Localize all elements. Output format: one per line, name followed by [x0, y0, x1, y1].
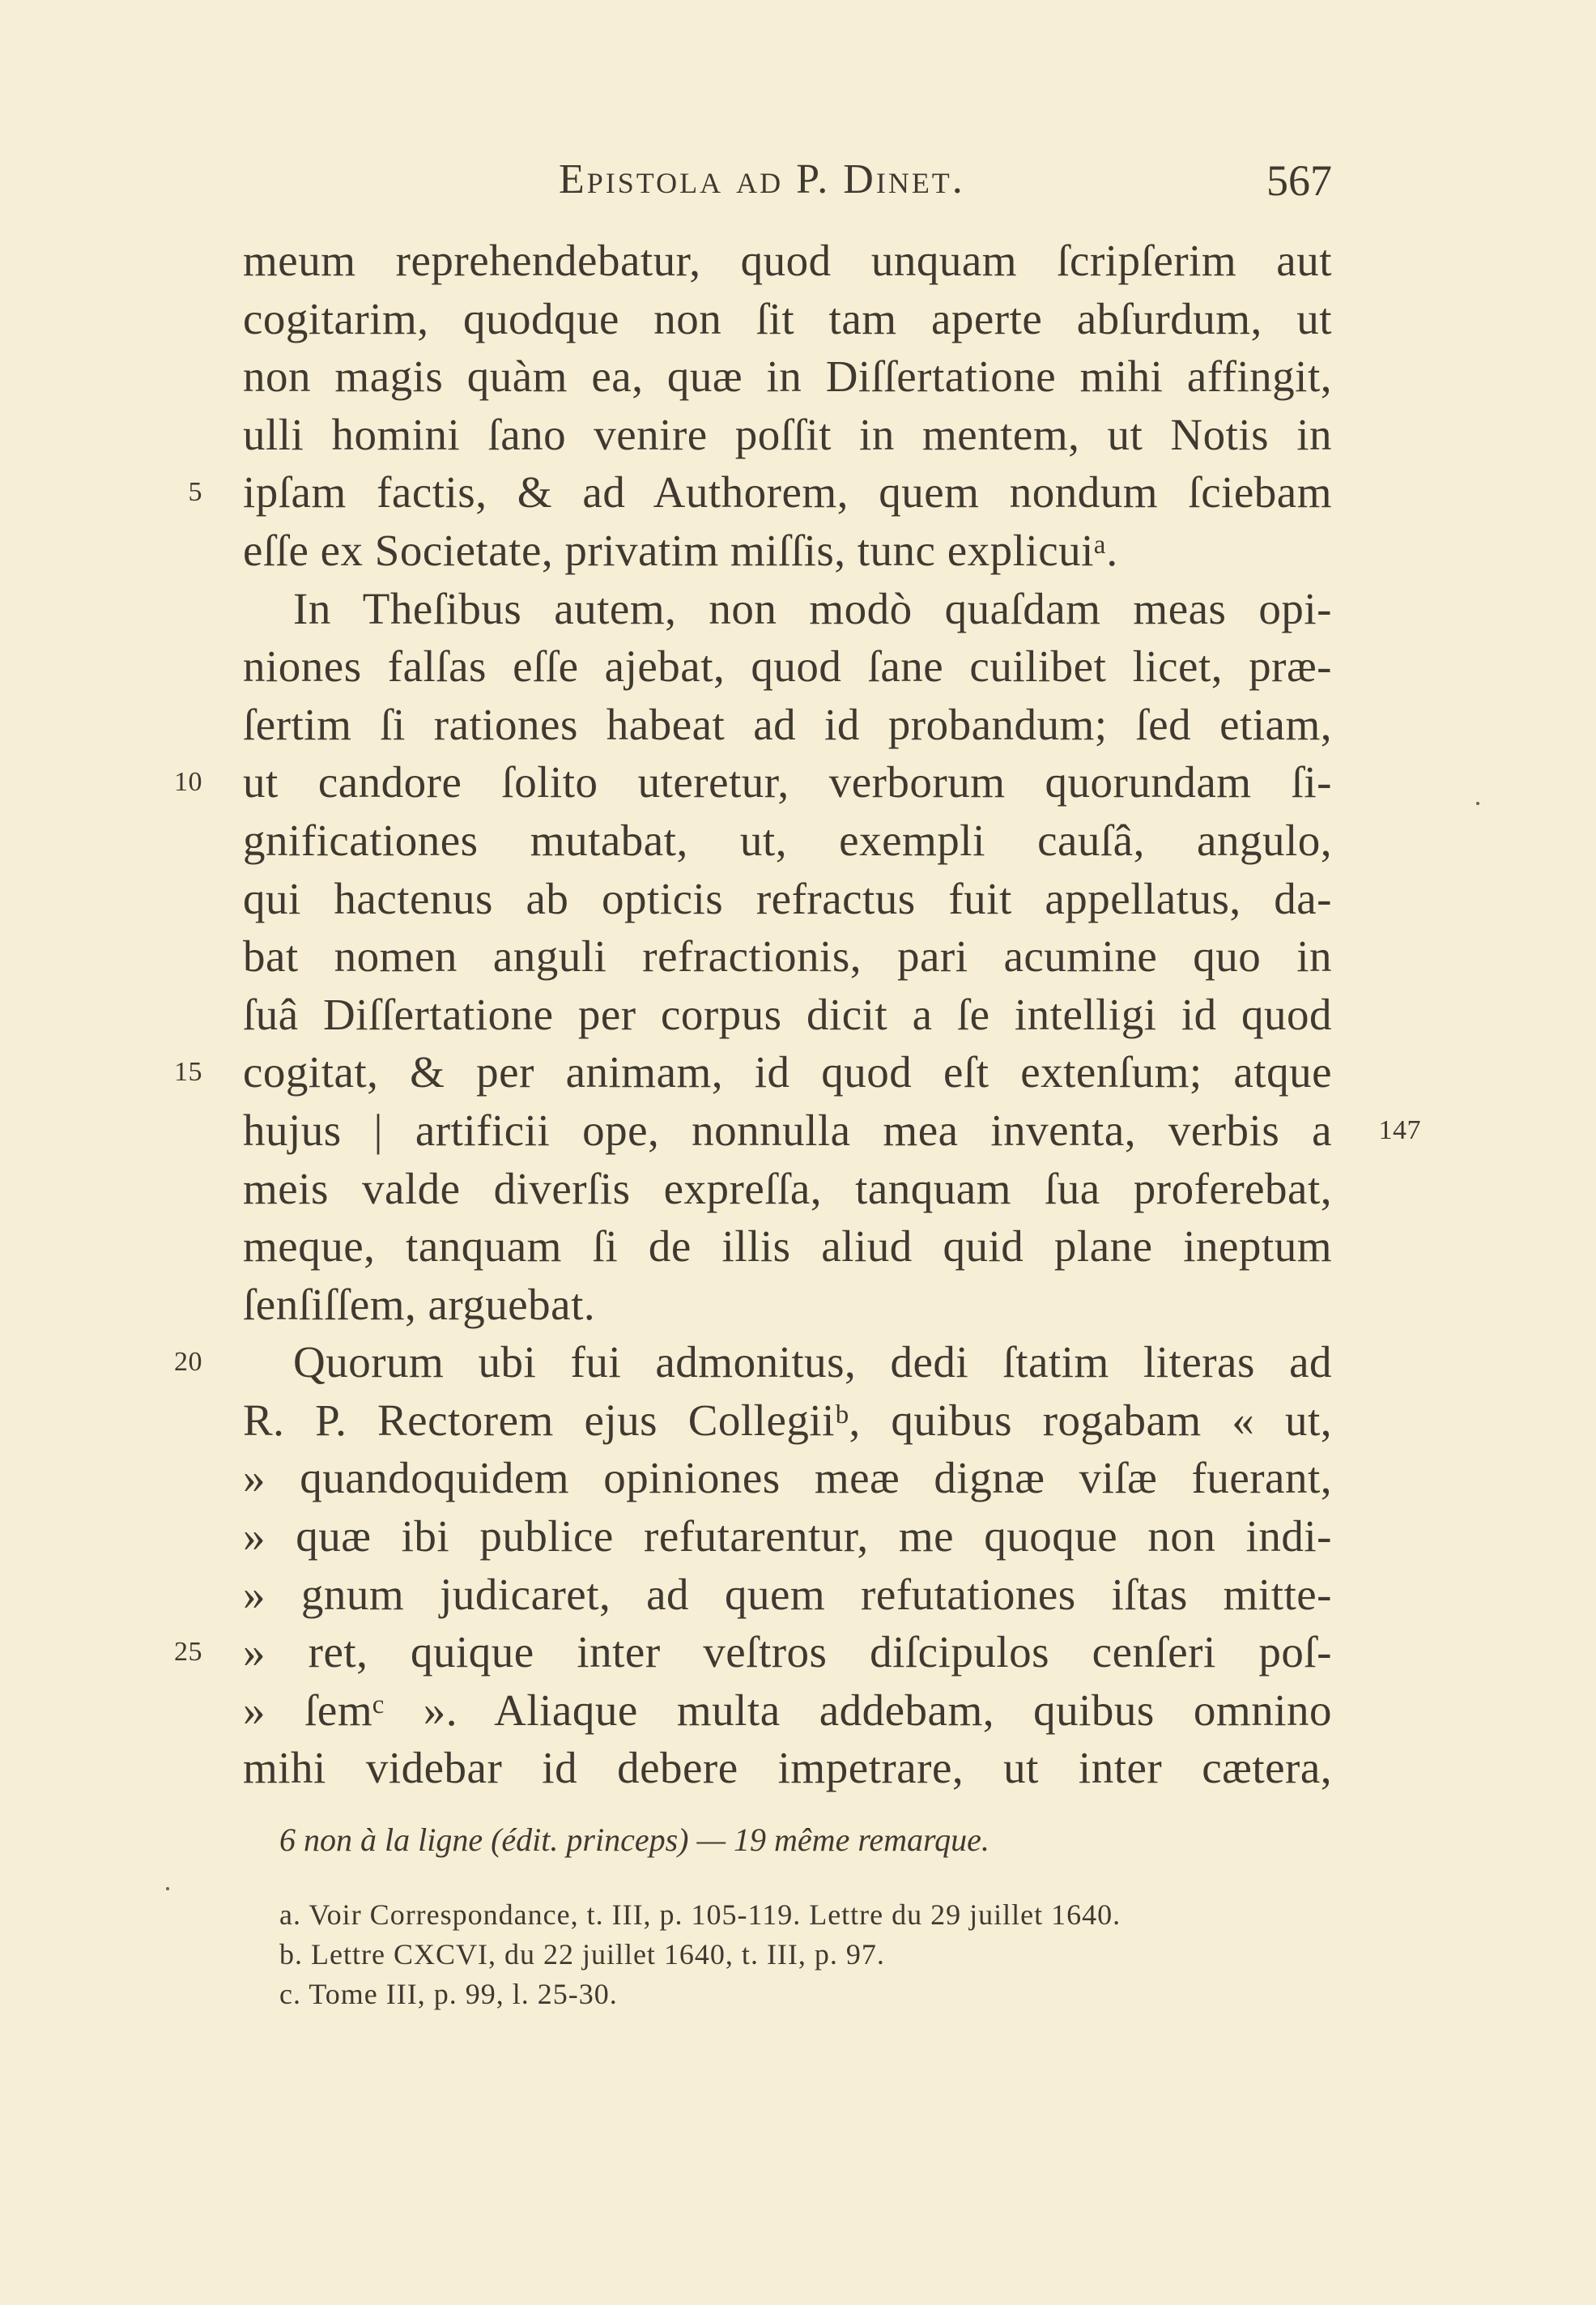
- line-text: » quæ ibi publice refutarentur, me quoque non indi-: [243, 1511, 1332, 1562]
- footnote-a: a. Voir Correspondance, t. III, p. 105-119. Lettre du 29 juillet 1640.: [279, 1898, 1121, 1931]
- footnote-c: c. Tome III, p. 99, l. 25-30.: [279, 1978, 618, 2010]
- text-line: [243, 1507, 1332, 1566]
- line-text: ulli homini ſano venire poſſit in mentem, ut Notis in: [243, 409, 1332, 459]
- text-line: [243, 986, 1332, 1044]
- page-header: [243, 156, 1332, 212]
- line-text: cogitarim, quodque non ſit tam aperte abſurdum, ut: [243, 293, 1332, 343]
- line-text: bat nomen anguli refractionis, pari acumine quo in: [243, 931, 1332, 982]
- text-line: [188, 463, 1332, 522]
- text-line: [243, 580, 1332, 638]
- line-text: qui hactenus ab opticis refractus fuit appellatus, da-: [243, 873, 1332, 923]
- text-line: [243, 290, 1332, 348]
- text-line: [243, 1391, 1332, 1450]
- text-line: [174, 1623, 1332, 1681]
- text-line: [174, 753, 1332, 812]
- text-line: [243, 927, 1332, 986]
- line-text: mihi videbar id debere impetrare, ut inter cætera,: [243, 1743, 1332, 1793]
- line-text: R. P. Rectorem ejus Collegiiᵇ, quibus rogabam « ut,: [243, 1395, 1332, 1445]
- line-text: ſertim ſi rationes habeat ad id probandum; ſed etiam,: [243, 699, 1332, 749]
- line-text: niones falſas eſſe ajebat, quod ſane cuilibet licet, præ-: [243, 641, 1332, 692]
- text-line: [243, 1101, 1421, 1160]
- variant-note: 6 non à la ligne (édit. princeps) — 19 même remarque.: [279, 1821, 990, 1858]
- text-line: [243, 1449, 1332, 1507]
- footnote-b: b. Lettre CXCVI, du 22 juillet 1640, t. III, p. 97.: [279, 1938, 885, 1971]
- line-text: ut candore ſolito uteretur, verborum quorundam ſi-: [243, 757, 1332, 807]
- text-line: [243, 870, 1332, 928]
- line-text: » ſemᶜ ». Aliaque multa addebam, quibus omnino: [243, 1685, 1332, 1735]
- line-text: Quorum ubi fui admonitus, dedi ſtatim literas ad: [293, 1337, 1332, 1387]
- line-text: ſuâ Diſſertatione per corpus dicit a ſe intelligi id quod: [243, 989, 1332, 1039]
- line-text: » quandoquidem opiniones meæ dignæ viſæ fuerant,: [243, 1453, 1332, 1503]
- line-number: 25: [174, 1637, 202, 1668]
- line-text: meque, tanquam ſi de illis aliud quid plane ineptum: [243, 1221, 1332, 1272]
- text-line: [243, 637, 1332, 696]
- line-number: 10: [174, 767, 202, 798]
- text-line: [243, 1566, 1332, 1624]
- text-line: [243, 1217, 1332, 1276]
- text-line: [243, 812, 1332, 870]
- body-text: [174, 232, 1421, 1797]
- text-line: [243, 696, 1332, 754]
- text-line: [174, 1043, 1332, 1101]
- line-text: » ret, quique inter veſtros diſcipulos cenſeri poſ-: [243, 1627, 1332, 1677]
- text-line: [243, 406, 1332, 464]
- line-text: meis valde diverſis expreſſa, tanquam ſua proferebat,: [243, 1163, 1332, 1213]
- paper-speck: [1476, 802, 1479, 805]
- paper-speck: [166, 1887, 169, 1890]
- text-line: [243, 1739, 1332, 1797]
- line-number: 5: [188, 477, 202, 508]
- line-text: cogitat, & per animam, id quod eſt extenſum; atque: [243, 1047, 1332, 1097]
- line-text: hujus | artificii ope, nonnulla mea inventa, verbis a: [243, 1105, 1332, 1155]
- line-text: » gnum judicaret, ad quem refutationes iſtas mitte-: [243, 1569, 1332, 1619]
- text-line: [243, 1160, 1332, 1218]
- text-line: [243, 1276, 1332, 1334]
- line-text: non magis quàm ea, quæ in Diſſertatione mihi affingit,: [243, 352, 1332, 402]
- line-text: gnificationes mutabat, ut, exempli cauſâ, angulo,: [243, 815, 1332, 865]
- line-text: In Theſibus autem, non modò quaſdam meas opi-: [293, 583, 1332, 633]
- page-number: 567: [1266, 156, 1332, 205]
- margin-page-ref: 147: [1378, 1114, 1421, 1145]
- footnotes: [279, 1895, 1332, 2014]
- text-line: [243, 232, 1332, 290]
- line-text: ſenſiſſem, arguebat.: [243, 1279, 596, 1329]
- running-title: Epistola ad P. Dinet.: [559, 156, 965, 202]
- line-text: meum reprehendebatur, quod unquam ſcripſerim aut: [243, 236, 1332, 285]
- text-line: [174, 1333, 1332, 1391]
- text-line: [243, 522, 1332, 580]
- text-line: [243, 347, 1332, 406]
- line-text: ipſam factis, & ad Authorem, quem nondum ſciebam: [243, 467, 1332, 518]
- line-number: 15: [174, 1057, 202, 1088]
- line-number: 20: [174, 1347, 202, 1378]
- line-text: eſſe ex Societate, privatim miſſis, tunc explicuiᵃ.: [243, 525, 1118, 575]
- text-line: [243, 1681, 1332, 1740]
